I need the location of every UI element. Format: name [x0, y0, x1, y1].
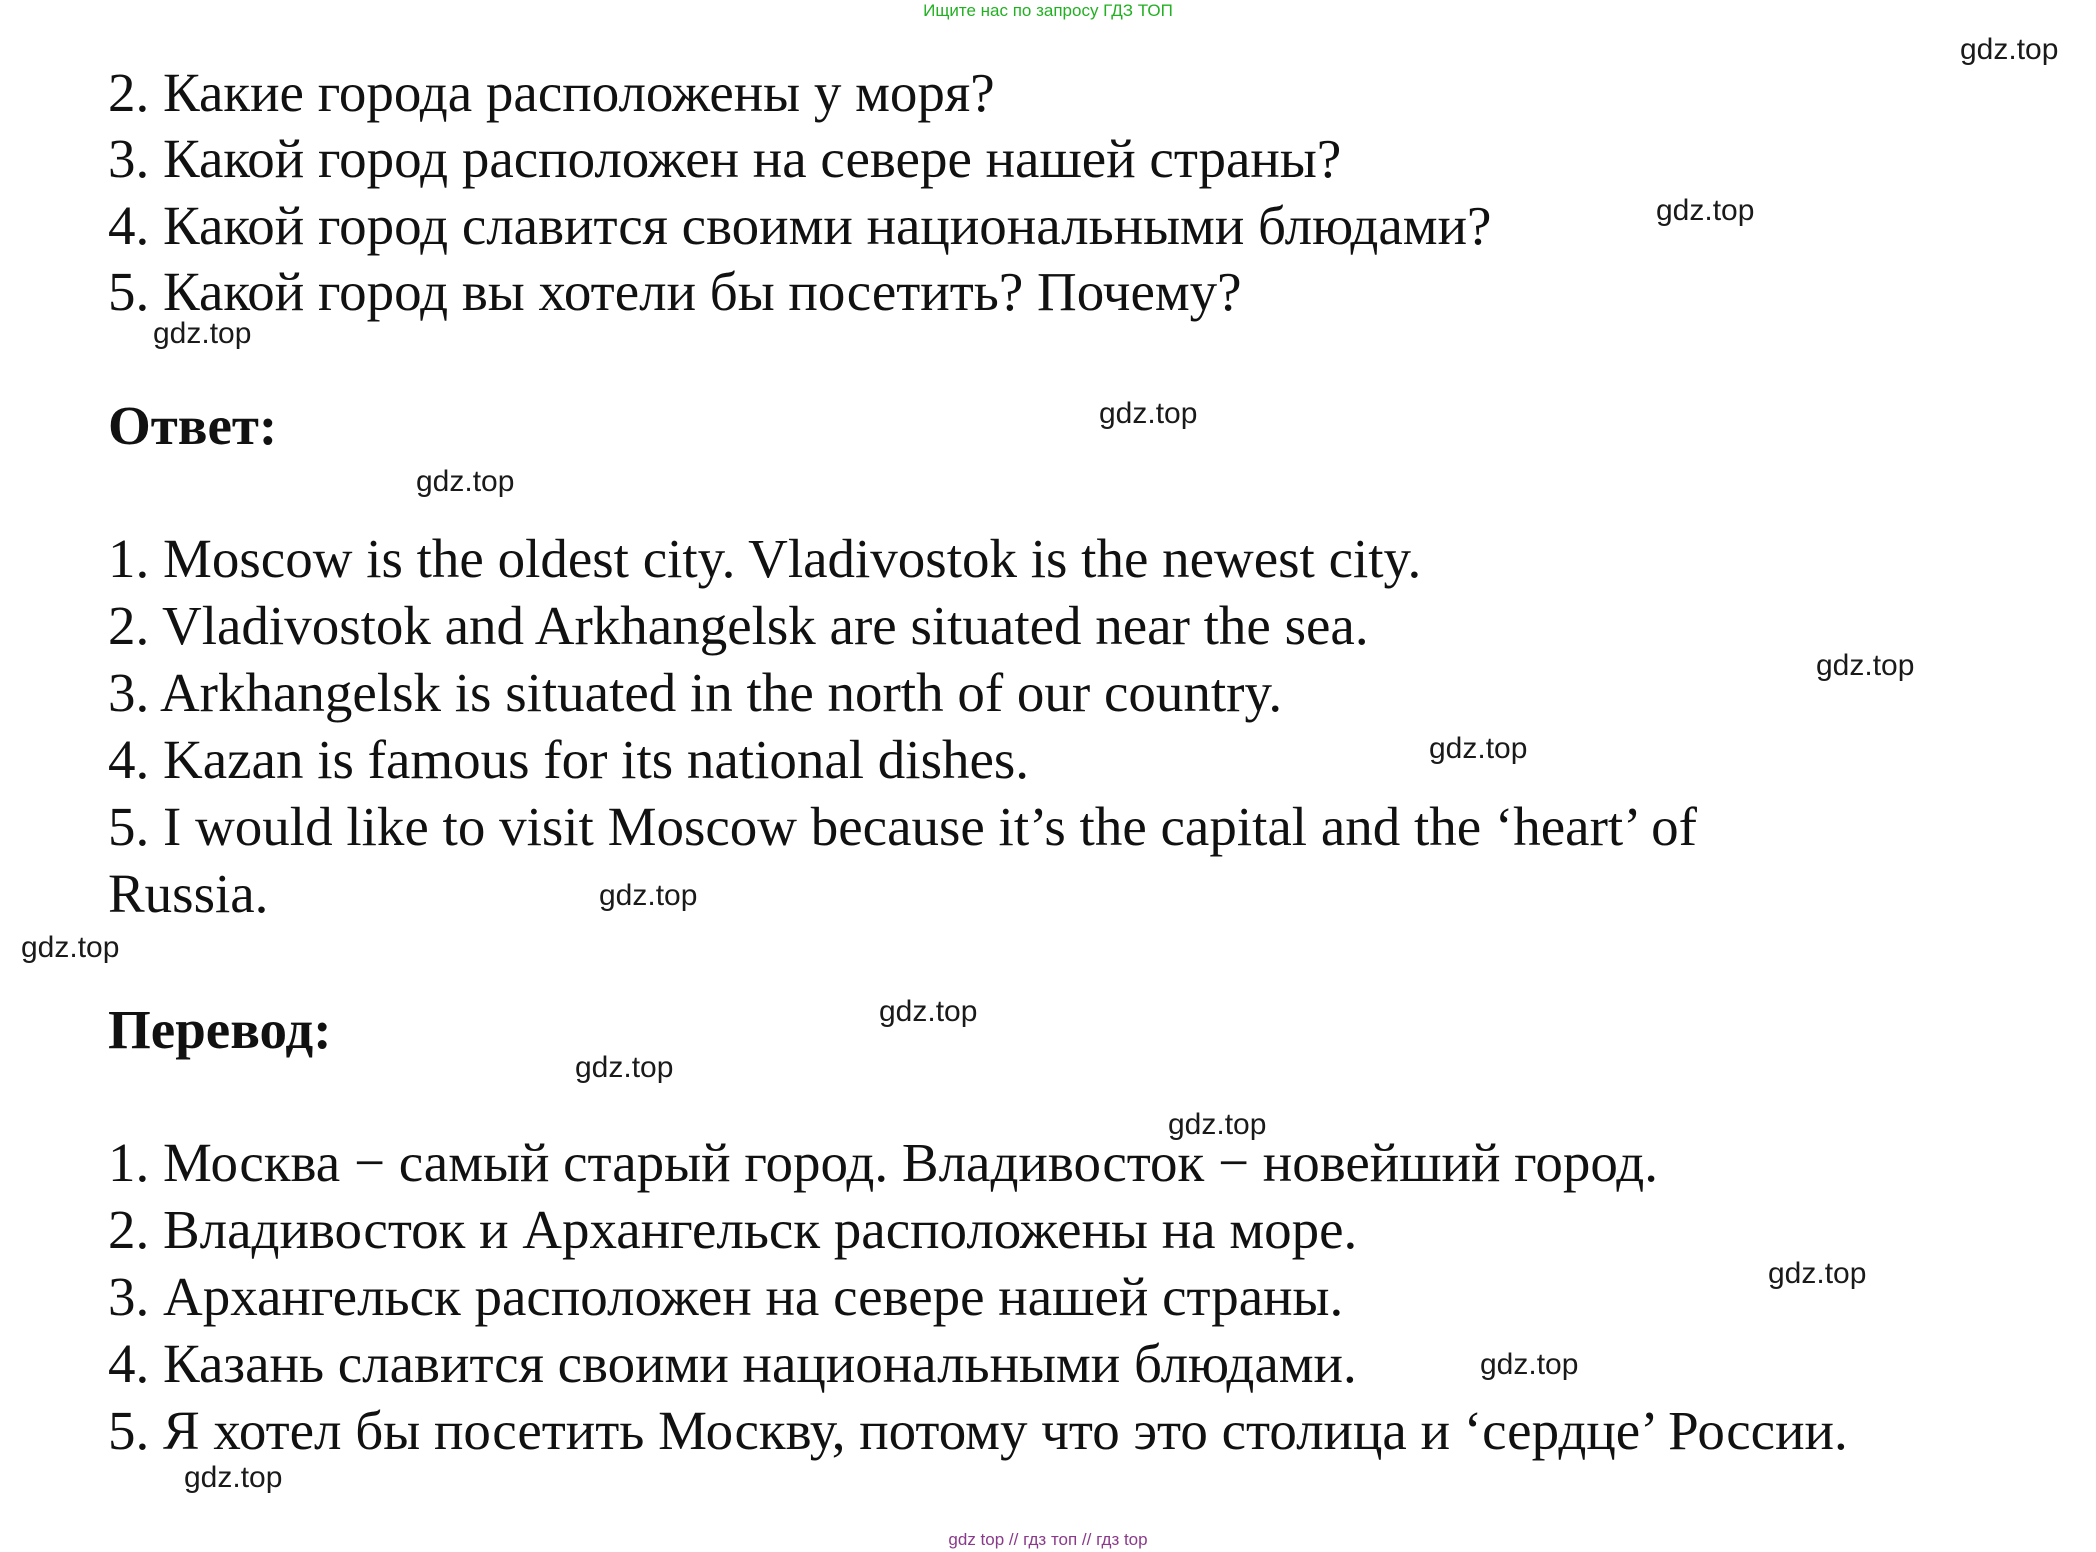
- bottom-banner: gdz top // гдз топ // гдз top: [948, 1530, 1148, 1549]
- answer-5: 5. I would like to visit Moscow because it’s the capital and the ‘heart’ of: [108, 796, 1697, 857]
- question-5: 5. Какой город вы хотели бы посетить? Почему?: [108, 261, 1242, 322]
- answer-5-continued: Russia.: [108, 863, 269, 924]
- watermark: gdz.top: [21, 931, 120, 964]
- watermark: gdz.top: [1816, 649, 1915, 682]
- translation-4: 4. Казань славится своими национальными блюдами.: [108, 1333, 1357, 1394]
- answer-3: 3. Arkhangelsk is situated in the north of our country.: [108, 662, 1283, 723]
- watermark: gdz.top: [879, 995, 978, 1028]
- watermark: gdz.top: [1099, 397, 1198, 430]
- watermark: gdz.top: [153, 317, 252, 350]
- watermark: gdz.top: [416, 465, 515, 498]
- watermark: gdz.top: [1480, 1348, 1579, 1381]
- answer-heading: Ответ:: [108, 395, 278, 456]
- question-3: 3. Какой город расположен на севере нашей страны?: [108, 128, 1342, 189]
- watermark: gdz.top: [1768, 1257, 1867, 1290]
- translation-1: 1. Москва − самый старый город. Владивосток − новейший город.: [108, 1132, 1659, 1193]
- translation-5: 5. Я хотел бы посетить Москву, потому что это столица и ‘сердце’ России.: [108, 1400, 1848, 1461]
- translation-heading: Перевод:: [108, 999, 332, 1060]
- translation-3: 3. Архангельск расположен на севере нашей страны.: [108, 1266, 1344, 1327]
- question-2: 2. Какие города расположены у моря?: [108, 62, 995, 123]
- top-banner: Ищите нас по запросу ГДЗ ТОП: [923, 1, 1173, 20]
- watermark: gdz.top: [599, 879, 698, 912]
- answer-1: 1. Moscow is the oldest city. Vladivostok is the newest city.: [108, 528, 1422, 589]
- watermark: gdz.top: [1656, 194, 1755, 227]
- watermark: gdz.top: [1429, 732, 1528, 765]
- answer-4: 4. Kazan is famous for its national dishes.: [108, 729, 1030, 790]
- watermark: gdz.top: [1168, 1108, 1267, 1141]
- answer-2: 2. Vladivostok and Arkhangelsk are situated near the sea.: [108, 595, 1369, 656]
- question-4: 4. Какой город славится своими национальными блюдами?: [108, 195, 1492, 256]
- watermark: gdz.top: [1960, 33, 2059, 66]
- watermark: gdz.top: [575, 1051, 674, 1084]
- watermark: gdz.top: [184, 1461, 283, 1494]
- translation-2: 2. Владивосток и Архангельск расположены на море.: [108, 1199, 1358, 1260]
